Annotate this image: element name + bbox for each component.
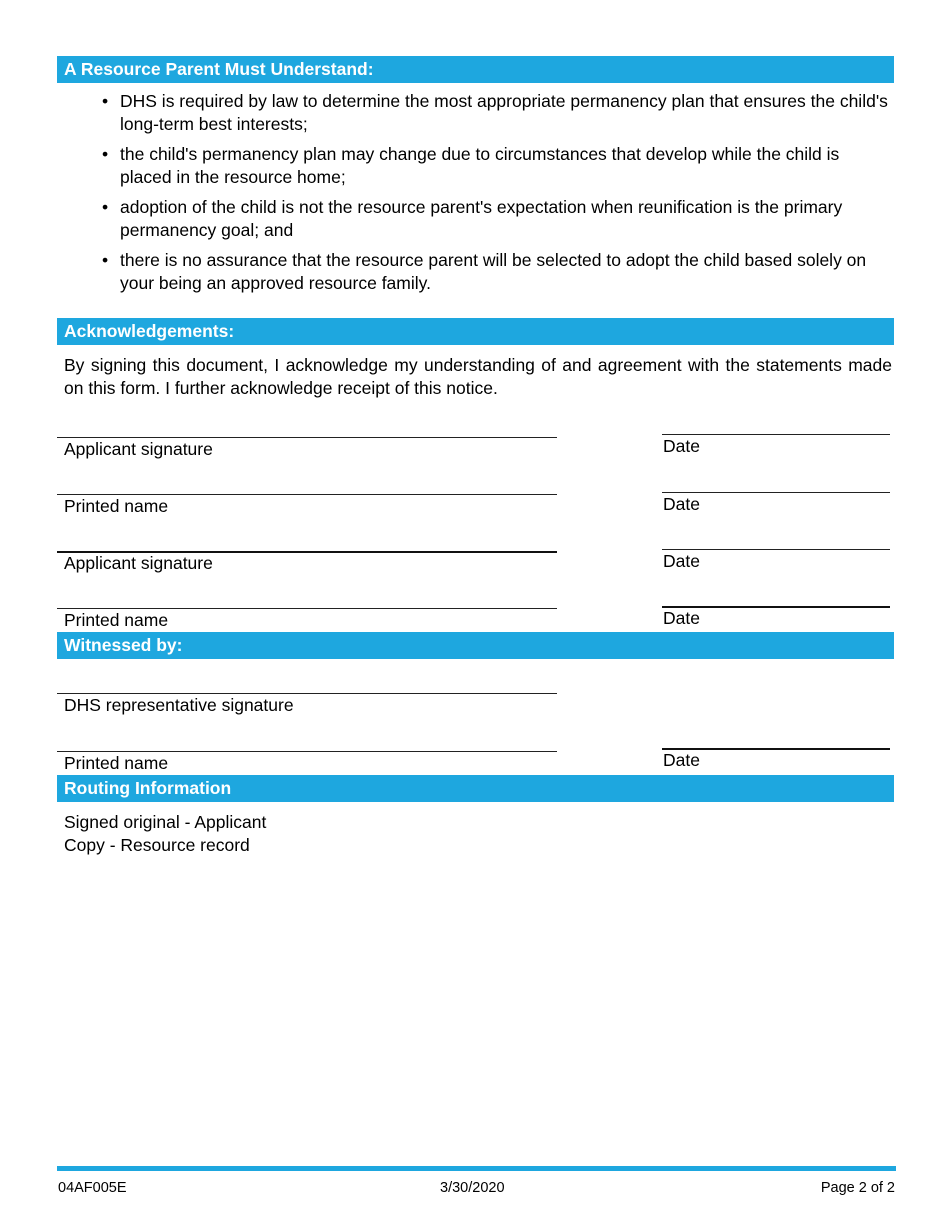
date-line-2[interactable] [662,492,890,493]
section-heading-acknowledgements: Acknowledgements: [57,318,894,345]
section-heading-witnessed: Witnessed by: [57,632,894,659]
list-item [100,143,892,189]
dhs-signature-label: DHS representative signature [64,695,294,715]
section-heading-understand: A Resource Parent Must Understand: [57,56,894,83]
footer-rule [57,1166,896,1171]
bullet-icon: • [102,144,109,164]
date-label-1: Date [663,436,700,456]
page-number: Page 2 of 2 [820,1180,895,1196]
printed-name-label-1: Printed name [64,496,169,516]
list-item [100,249,892,295]
printed-name-line-1[interactable] [57,494,557,495]
applicant-signature-label-2: Applicant signature [64,553,213,573]
bullet-icon: • [102,197,109,217]
printed-name-line-2[interactable] [57,608,557,609]
bullet-text: DHS is required by law to determine the most appropriate permanency plan that ensures the child's long-term best interests; [120,91,888,134]
witness-printed-name-label: Printed name [64,753,169,773]
section-heading-routing: Routing Information [57,775,894,802]
dhs-signature-line[interactable] [57,693,557,694]
printed-name-label-2: Printed name [64,610,169,630]
routing-line-copy: Copy - Resource record [64,835,250,855]
applicant-signature-line-1[interactable] [57,437,557,438]
bullet-text: there is no assurance that the resource parent will be selected to adopt the child based solely on your being an approved resource family. [120,250,867,293]
bullet-icon: • [102,91,109,111]
date-label-3: Date [663,551,700,571]
bullet-text: the child's permanency plan may change due to circumstances that develop while the child is placed in the resource home; [120,144,840,187]
acknowledgement-statement: By signing this document, I acknowledge my understanding of and agreement with the statements made on this form. I further acknowledge receipt of this notice. [64,355,892,398]
date-label-2: Date [663,494,700,514]
bullet-text: adoption of the child is not the resource parent's expectation when reunification is the primary permanency goal; and [120,197,843,240]
bullet-icon: • [102,250,109,270]
date-line-3[interactable] [662,549,890,550]
routing-line-original: Signed original - Applicant [64,812,267,832]
form-number: 04AF005E [58,1180,127,1196]
form-date: 3/30/2020 [440,1180,505,1196]
date-label-4: Date [663,608,700,628]
list-item [100,90,892,136]
list-item [100,196,892,242]
applicant-signature-label-1: Applicant signature [64,439,213,459]
routing-list [64,811,266,857]
witness-printed-name-line[interactable] [57,751,557,752]
date-line-1[interactable] [662,434,890,435]
witness-date-label: Date [663,750,700,770]
understand-bullet-list [100,90,892,302]
